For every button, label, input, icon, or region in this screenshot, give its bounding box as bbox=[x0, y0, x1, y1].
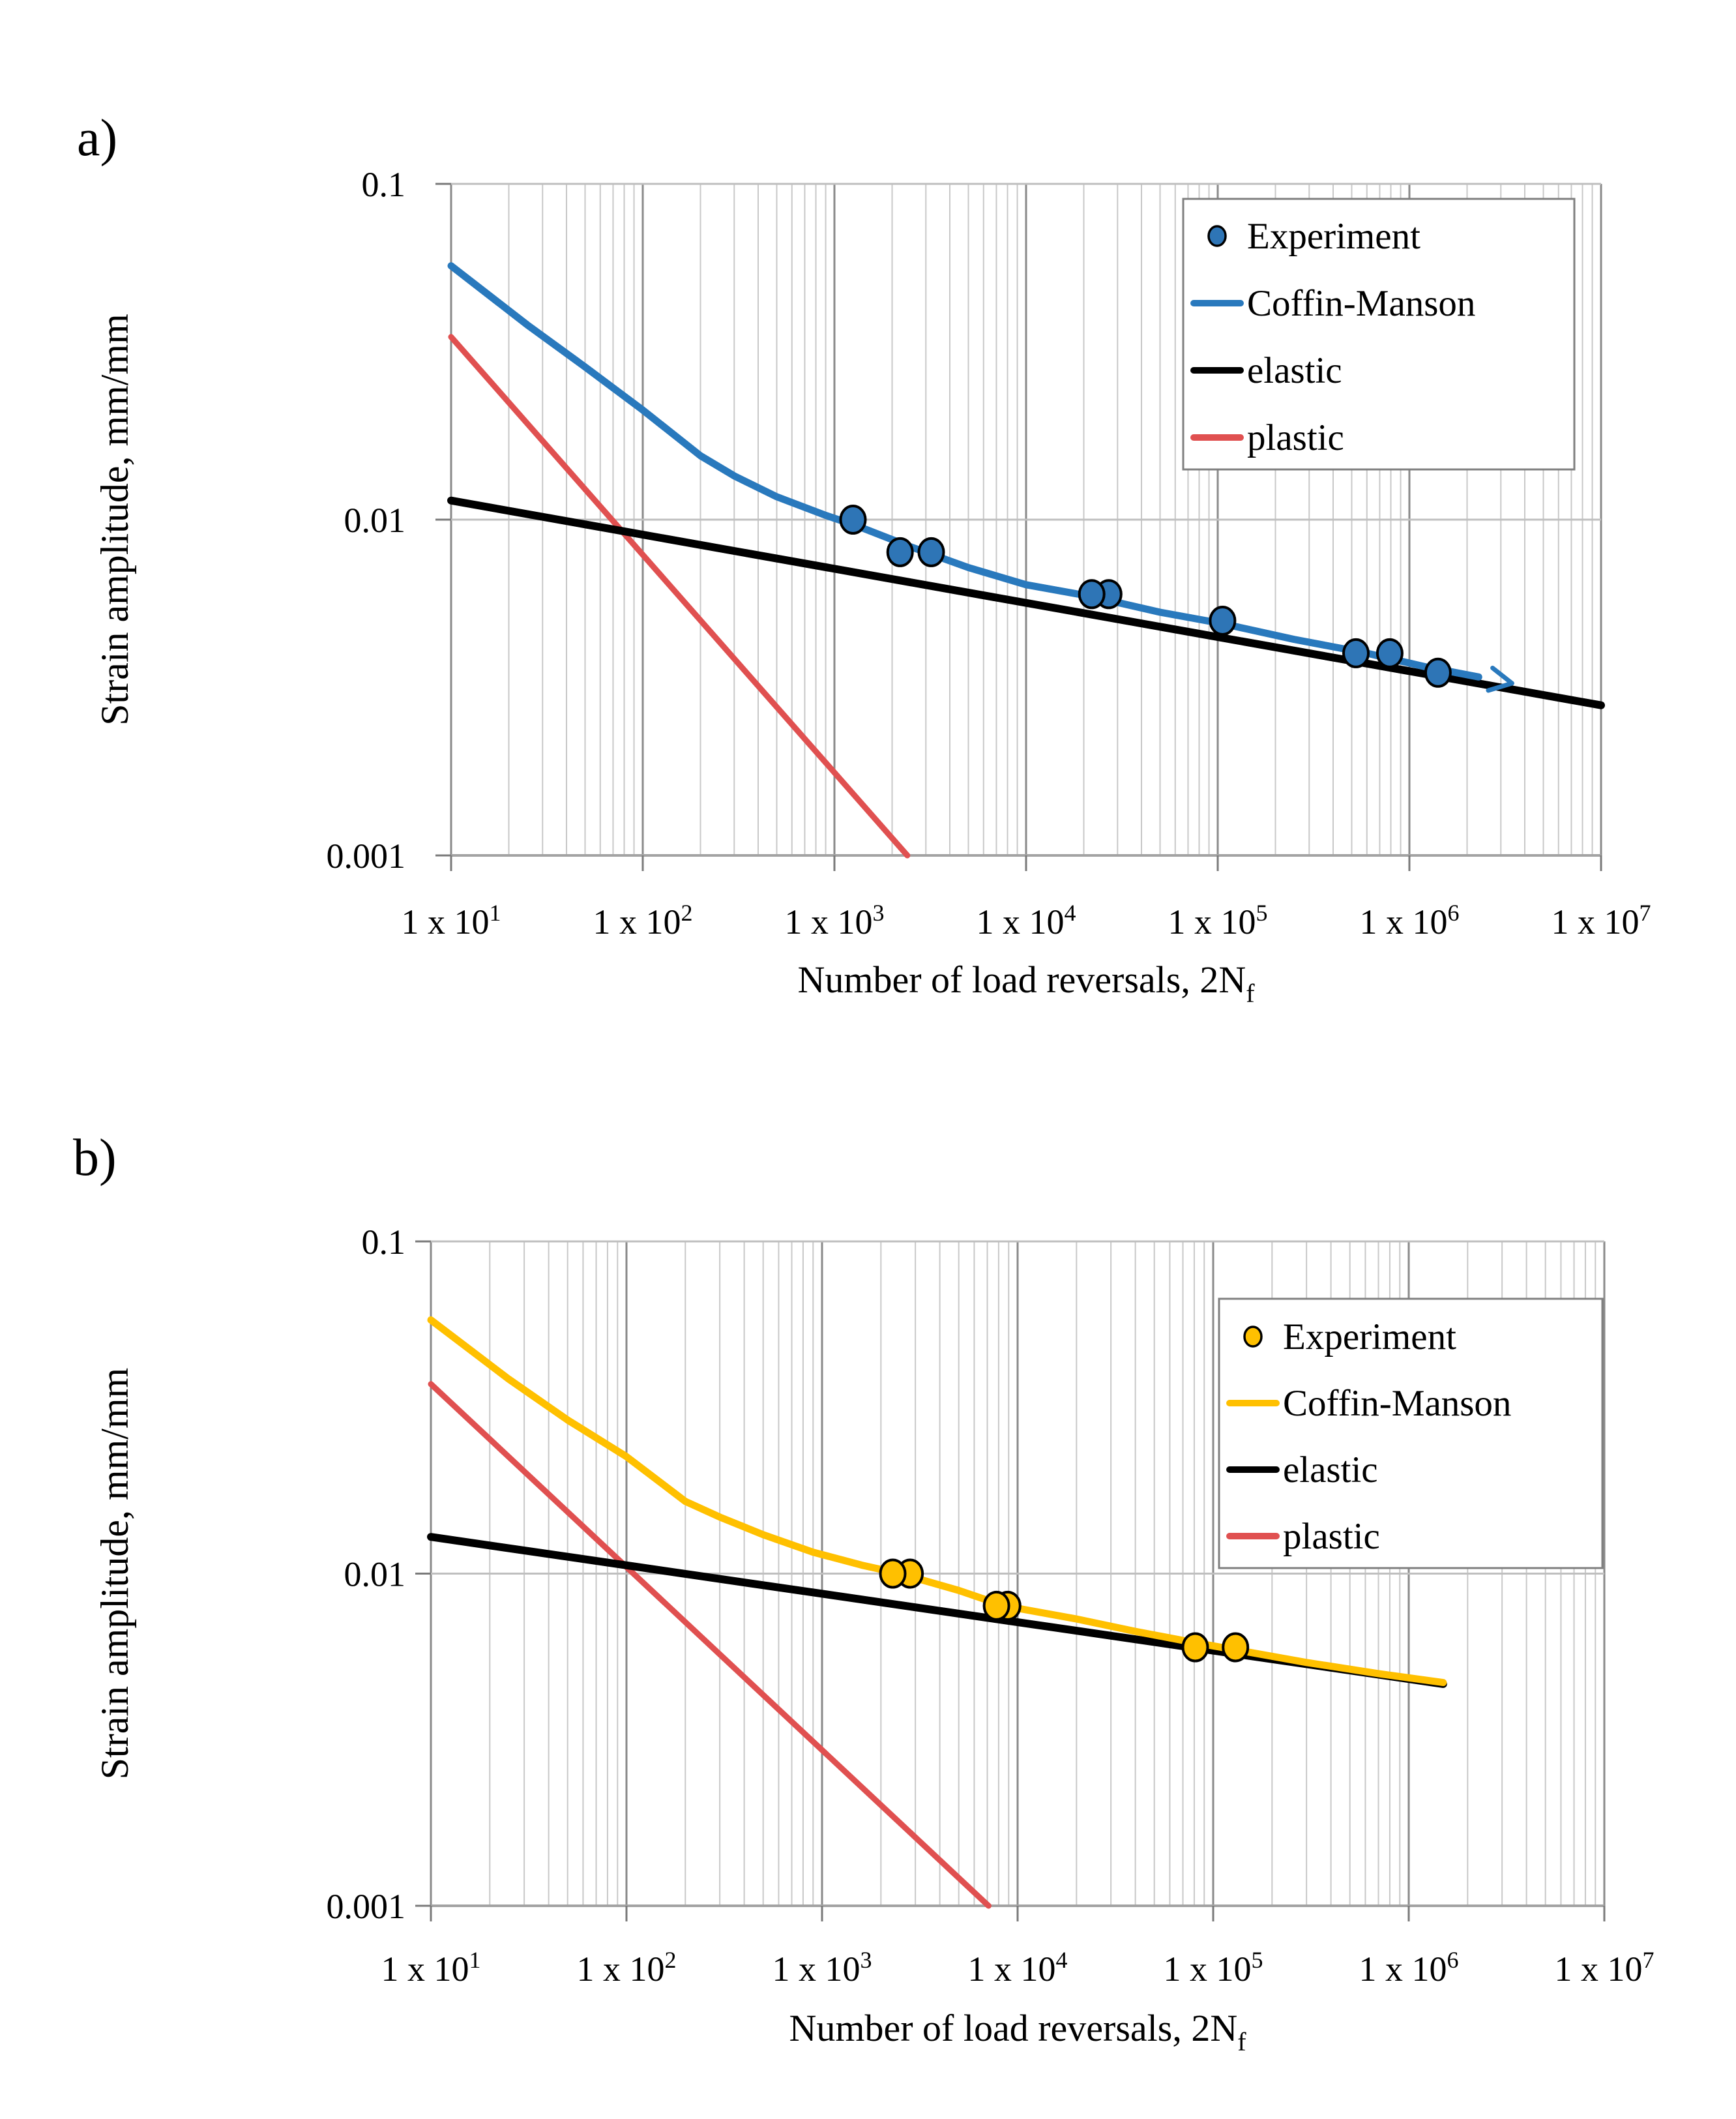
x-tick-label: 1 x $10^4$ bbox=[967, 1947, 1068, 1989]
x-tick-label: 1 x $10^7$ bbox=[1554, 1947, 1655, 1989]
experiment-point bbox=[881, 1560, 905, 1588]
x-tick-label: 1 x $10^5$ bbox=[1168, 900, 1268, 941]
legend-label: Experiment bbox=[1283, 1316, 1456, 1357]
x-tick-label: 1 x $10^6$ bbox=[1359, 1947, 1459, 1989]
experiment-point bbox=[984, 1592, 1009, 1620]
experiment-point bbox=[919, 539, 944, 566]
x-tick-label: 1 x $10^1$ bbox=[401, 900, 501, 941]
experiment-point bbox=[1377, 640, 1402, 667]
x-tick-label: 1 x $10^3$ bbox=[784, 900, 885, 941]
x-tick-label: 1 x $10^3$ bbox=[772, 1947, 872, 1989]
x-tick-label: 1 x $10^2$ bbox=[576, 1947, 677, 1989]
x-tick-label: 1 x $10^6$ bbox=[1359, 900, 1460, 941]
y-tick-label: 0.01 bbox=[344, 1554, 405, 1594]
legend bbox=[1219, 1299, 1602, 1568]
experiment-point bbox=[1183, 1634, 1208, 1661]
experiment-point bbox=[1344, 640, 1368, 667]
y-tick-label: 0.1 bbox=[361, 165, 405, 204]
legend-marker-icon bbox=[1209, 226, 1226, 246]
panel-label: a) bbox=[77, 110, 118, 167]
x-tick-label: 1 x $10^4$ bbox=[976, 900, 1076, 941]
legend-label: Experiment bbox=[1247, 216, 1420, 257]
experiment-point bbox=[888, 539, 913, 566]
legend-label: plastic bbox=[1283, 1516, 1380, 1557]
y-tick-label: 0.001 bbox=[326, 837, 405, 876]
y-axis-title: Strain amplitude, mm/mm bbox=[93, 314, 136, 726]
panel-label: b) bbox=[73, 1129, 117, 1187]
experiment-point bbox=[1210, 607, 1235, 634]
y-tick-label: 0.01 bbox=[344, 501, 405, 540]
legend-label: Coffin-Manson bbox=[1283, 1383, 1512, 1424]
experiment-point bbox=[841, 506, 866, 533]
legend-label: Coffin-Manson bbox=[1247, 283, 1476, 324]
series-plastic-line bbox=[451, 337, 907, 855]
legend bbox=[1183, 199, 1574, 469]
x-tick-label: 1 x $10^5$ bbox=[1163, 1947, 1263, 1989]
x-axis-title: Number of load reversals, $2N_f$ bbox=[797, 958, 1255, 1008]
y-tick-label: 0.001 bbox=[326, 1887, 405, 1926]
chart-panel-a bbox=[77, 110, 1651, 1008]
legend-label: plastic bbox=[1247, 417, 1344, 458]
y-tick-label: 0.1 bbox=[361, 1222, 405, 1262]
y-axis-title: Strain amplitude, mm/mm bbox=[93, 1367, 136, 1780]
experiment-point bbox=[1426, 659, 1450, 687]
x-tick-label: 1 x $10^1$ bbox=[381, 1947, 481, 1989]
series-plastic-line bbox=[431, 1384, 988, 1906]
legend-label: elastic bbox=[1247, 350, 1342, 391]
x-tick-label: 1 x $10^7$ bbox=[1551, 900, 1651, 941]
legend-marker-icon bbox=[1244, 1327, 1261, 1346]
x-axis-title: Number of load reversals, $2N_f$ bbox=[789, 2007, 1246, 2056]
legend-label: elastic bbox=[1283, 1449, 1378, 1490]
experiment-point bbox=[1080, 580, 1104, 608]
experiment-point bbox=[1223, 1634, 1248, 1661]
x-tick-label: 1 x $10^2$ bbox=[593, 900, 693, 941]
chart-panel-b bbox=[73, 1129, 1655, 2056]
